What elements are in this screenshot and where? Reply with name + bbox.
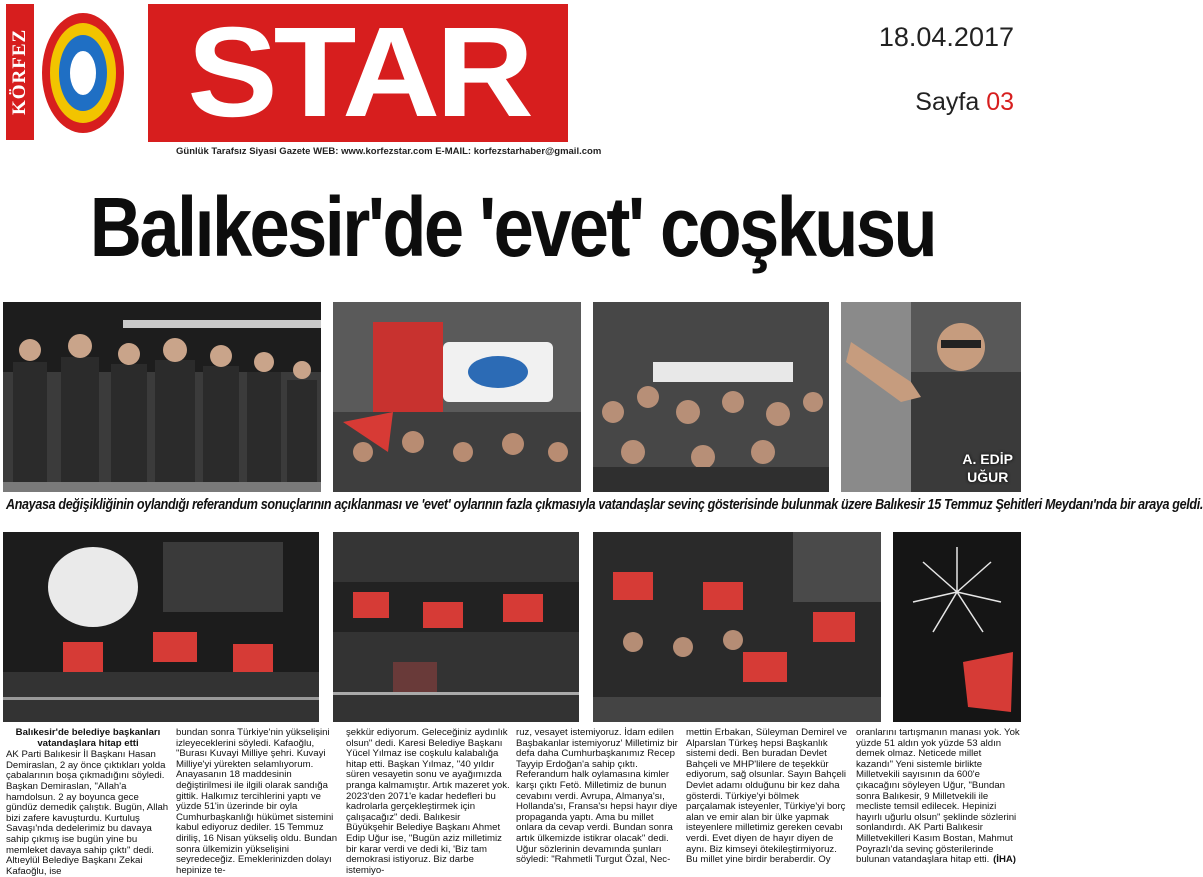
photo-fireworks bbox=[893, 532, 1021, 722]
column-text: bundan sonra Türkiye'nin yükselişini izleyeceklerini söyledi. Kafaoğlu, "Burası Kuvayi Milliye şehri. Kuvayi Milliye'yi yürekten selamlıyorum. Anayasanın 18 maddesinin değiştirilmesi ile ilgili olarak sandığa gittik. Halkımız tercihlerini yaptı ve yüzde 51'in üzerinde bir oyla Cumhurbaşkanlığı hükümet sistemini kabul ediyoruz dediler. 15 Temmuz diriliş, 16 Nisan yükseliş oldu. Bundan sonra ülkemizin yükselişini seyredeceğiz. Emeklerinizden dolayı hepinize te- bbox=[176, 727, 338, 876]
credit-line-2: UĞUR bbox=[967, 468, 1009, 485]
logo-egg-icon bbox=[40, 10, 126, 136]
photo-officials-waving bbox=[3, 302, 321, 492]
credit-line-1: A. EDİP bbox=[962, 450, 1013, 467]
photo-night-flags-3 bbox=[593, 532, 881, 722]
page-number bbox=[915, 88, 1014, 117]
column-text: şekkür ediyorum. Geleceğiniz aydınlık olsun" dedi. Karesi Belediye Başkanı Yücel Yılmaz ise coşkulu kalabalığa hitap etti. Başkan Yılmaz, "40 yıldır süren vesayetin sonu ve ayağımızda pranga kalmamıştır. Artık mazeret yok. 2023'den 2071'e kadar hedefleri bu kadrolarla gerçekleştirmek için çalışacağız" dedi. Balıkesir Büyükşehir Belediye Başkanı Ahmet Edip Uğur ise, "Bugün aziz milletimiz bir karar verdi ve dedi ki, 'Biz tam demokrasi istiyoruz. Biz darbe istemiyo- bbox=[346, 727, 510, 876]
column-text: ruz, vesayet istemiyoruz. İdam edilen Başbakanlar istemiyoruz' Milletimiz bir defa daha Cumhurbaşkanımız Recep Tayyip Erdoğan'a sahip çıktı. Referandum halk oylamasına kimler karşı çıktı Fetö. Milletimiz de bunun cevabını verdi. Avrupa, Almanya'sı, Hollanda'sı, Fransa'sı hepsi hayır diye propaganda yaptı. Ama bu millet onlara da cevap verdi. Bundan sonra artık ülkemizde istikrar olacak" dedi. Uğur sözlerinin devamında şunları söyledi: "Rahmetli Turgut Özal, Nec- bbox=[516, 727, 678, 866]
column-text: oranlarını tartışmanın manası yok. Yok yüzde 51 aldın yok yüzde 53 aldın demek olmaz. Neticede millet kazandı" Yeni sistemle birlikte Milletvekili sayısının da 600'e çıkacağını söyleyen Uğur, "Bundan sonra Balıkesir, 9 Milletvekili ile mecliste temsil edilecek. Hepinizi hayırlı uğurlu olsun" şeklinde sözlerini sonlandırdı. AK Parti Balıkesir Milletvekilleri Kasım Bostan, Mahmut Poyrazlı'da sevinç gösterilerinde bulunan vatandaşlara hitap etti. bbox=[856, 727, 1020, 866]
headline: Balıkesir'de 'evet' coşkusu bbox=[89, 179, 935, 274]
article-column-6 bbox=[856, 728, 1020, 866]
photo-cheering-crowd bbox=[593, 302, 829, 492]
article-column-4 bbox=[516, 728, 680, 866]
article-column-1 bbox=[6, 727, 170, 877]
issue-date: 18.04.2017 bbox=[878, 22, 1014, 52]
photo-crowd-evet-banner bbox=[333, 302, 581, 492]
article-column-2 bbox=[176, 727, 340, 876]
photo-night-flags-2 bbox=[333, 532, 579, 722]
page-label: Sayfa bbox=[915, 88, 980, 116]
photo-night-flags-1 bbox=[3, 532, 319, 722]
article-subheading: Balıkesir'de belediye başkanları vatandaşlara hitap etti bbox=[15, 727, 161, 749]
column-text: AK Parti Balıkesir İl Başkanı Hasan Demiraslan, 2 ay önce çıktıkları yolda çabalarının boşa çıkmadığını söyledi. Başkan Demiraslan, "Allah'a hamdolsun. 2 ay boyunca gece gündüz demedik çalıştık. Bugün, Allah bizi zafere kavuşturdu. Kurtuluş Savaşı'nda dedelerimiz bu davaya sahip çıkmış ise bugün yine bu memleket davaya sahip çıktı" dedi. Altıeylül Belediye Başkanı Zekai Kafaoğlu, ise bbox=[6, 749, 169, 877]
photo-credit bbox=[962, 450, 1013, 486]
photo-caption: Anayasa değişikliğinin oylandığı referandum sonuçlarının açıklanması ve 'evet' oylarının fazla çıkmasıyla vatandaşlar sevinç gösterisinde bulunmak üzere Balıkesir 15 Temmuz Şehitleri Meydanı'nda bir araya geldi. bbox=[6, 497, 1203, 513]
photo-speaker bbox=[841, 302, 1021, 492]
newspaper-logo[interactable] bbox=[148, 1, 568, 144]
agency-credit: (İHA) bbox=[993, 854, 1016, 865]
tagline: Günlük Tarafsız Siyasi Gazete WEB: www.korfezstar.com E-MAIL: korfezstarhaber@gmail.com bbox=[176, 146, 602, 157]
article-body bbox=[6, 727, 1020, 877]
korfez-label: KÖRFEZ bbox=[6, 4, 34, 140]
headline-block bbox=[0, 163, 1024, 291]
newspaper-name: STAR bbox=[186, 1, 530, 144]
page-num: 03 bbox=[986, 88, 1014, 116]
article-column-5 bbox=[686, 728, 850, 866]
masthead bbox=[0, 0, 1024, 165]
article-column-3 bbox=[346, 727, 510, 876]
column-text: mettin Erbakan, Süleyman Demirel ve Alparslan Türkeş hepsi Başkanlık sistemi dedi. Ben buradan Devlet Bahçeli ve MHP'lilere de teşekkür ediyorum, sağ olsunlar. Sayın Bahçeli Devlet adamı olduğunu bir kez daha gösterdi. Türkiye'yi bölmek parçalamak isteyenler, Türkiye'yi borç alan ve emir alan bir ülke yapmak isteyenlere milletimiz gereken cevabı verdi. Evet diyen de hayır diyen de aynı. Biz kimseyi ötekileştirmiyoruz. Bu millet yine birdir beraberdir. Oy bbox=[686, 727, 848, 866]
